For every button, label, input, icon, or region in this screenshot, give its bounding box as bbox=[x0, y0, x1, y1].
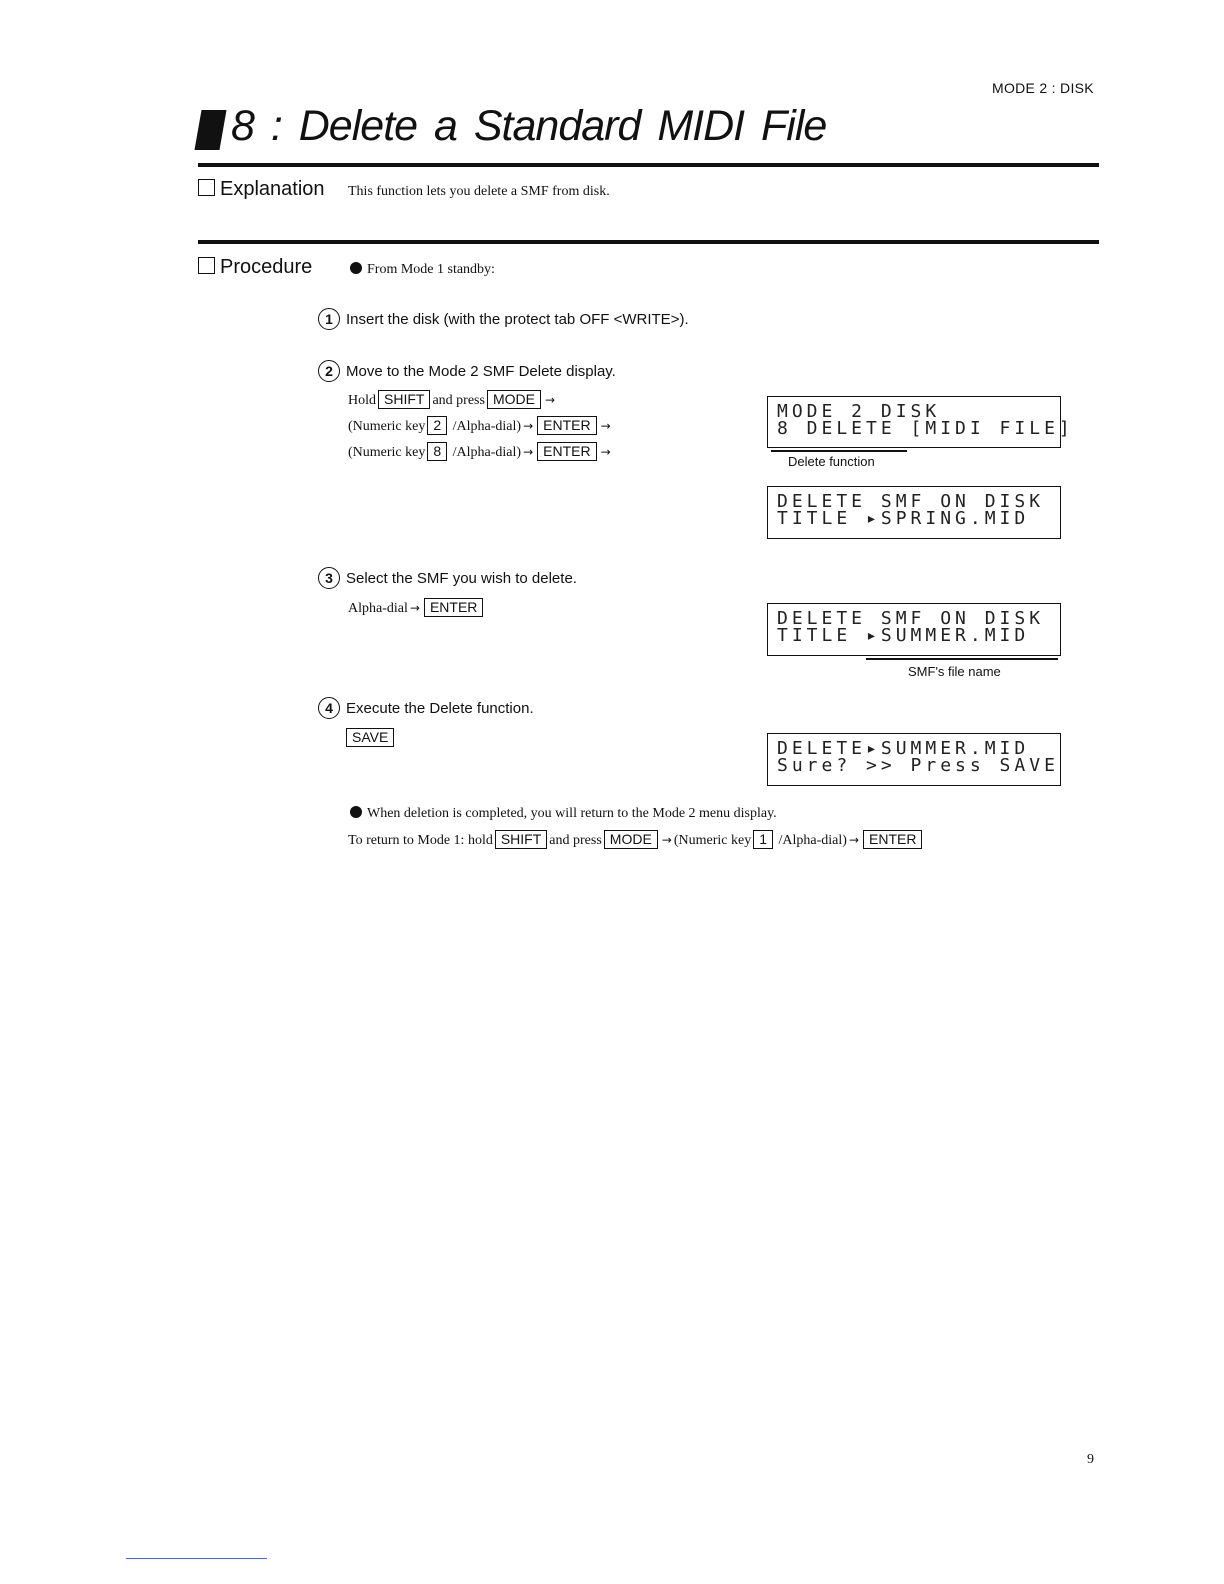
arrow-right-icon: → bbox=[661, 833, 672, 847]
explanation-text: This function lets you delete a SMF from disk. bbox=[348, 184, 610, 199]
lcd-line-1: DELETE SMF ON DISK bbox=[777, 491, 1045, 512]
caption-rule bbox=[771, 450, 907, 452]
step-4-line-1 bbox=[344, 728, 396, 747]
step-3-text: Select the SMF you wish to delete. bbox=[346, 570, 577, 587]
arrow-right-icon: → bbox=[523, 445, 534, 459]
display-caption-file-name: SMF's file name bbox=[908, 664, 1001, 679]
bullet-icon bbox=[350, 806, 362, 818]
lcd-line-2: TITLE ▸SUMMER.MID bbox=[777, 625, 1030, 646]
bottom-divider bbox=[126, 1558, 267, 1559]
mode-header: MODE 2 : DISK bbox=[992, 80, 1094, 96]
lcd-display-mode bbox=[767, 396, 1074, 448]
step-2-text: Move to the Mode 2 SMF Delete display. bbox=[346, 363, 616, 380]
step-number-1: 1 bbox=[318, 308, 340, 330]
save-key: SAVE bbox=[346, 728, 394, 747]
lcd-display-confirm bbox=[767, 733, 1061, 786]
enter-key: ENTER bbox=[863, 830, 922, 849]
bullet-icon bbox=[350, 262, 362, 274]
lcd-line-2: TITLE ▸SPRING.MID bbox=[777, 508, 1030, 529]
title-square-icon bbox=[194, 110, 226, 150]
enter-key: ENTER bbox=[537, 416, 596, 435]
step-2-line-2: (Numeric key 2 /Alpha-dial) → ENTER → bbox=[348, 417, 611, 434]
return-instructions: To return to Mode 1: hold SHIFT and press MODE → (Numeric key 1 /Alpha-dial) → ENTER bbox=[348, 830, 924, 849]
explanation-heading: Explanation bbox=[198, 178, 325, 201]
step-number-2: 2 bbox=[318, 360, 340, 382]
step-number-4: 4 bbox=[318, 697, 340, 719]
lcd-line-2: 8 DELETE [MIDI FILE] bbox=[777, 418, 1074, 439]
shift-key: SHIFT bbox=[495, 830, 547, 849]
enter-key: ENTER bbox=[537, 442, 596, 461]
arrow-right-icon: → bbox=[600, 419, 611, 433]
title-rule bbox=[198, 163, 1099, 167]
checkbox-square-icon bbox=[198, 179, 215, 196]
arrow-right-icon: → bbox=[409, 601, 420, 615]
lcd-line-1: DELETE▸SUMMER.MID bbox=[777, 738, 1030, 759]
arrow-right-icon: → bbox=[544, 393, 556, 407]
step-4 bbox=[318, 697, 534, 719]
step-2 bbox=[318, 360, 616, 382]
numeric-key-8: 8 bbox=[427, 442, 447, 461]
page-title bbox=[198, 102, 826, 156]
lcd-line-1: MODE 2 DISK bbox=[777, 401, 941, 422]
mode-key: MODE bbox=[487, 390, 541, 409]
step-2-line-3: (Numeric key 8 /Alpha-dial) → ENTER → bbox=[348, 443, 611, 460]
page-title-text: 8 : Delete a Standard MIDI File bbox=[231, 102, 827, 150]
lcd-display-spring bbox=[767, 486, 1061, 539]
caption-rule bbox=[866, 658, 1058, 660]
display-caption-delete-function: Delete function bbox=[788, 454, 875, 469]
arrow-right-icon: → bbox=[523, 419, 534, 433]
step-3 bbox=[318, 567, 577, 589]
numeric-key-2: 2 bbox=[427, 416, 447, 435]
procedure-rule bbox=[198, 240, 1099, 244]
lcd-line-2: Sure? >> Press SAVE bbox=[777, 755, 1059, 776]
step-4-text: Execute the Delete function. bbox=[346, 700, 534, 717]
enter-key: ENTER bbox=[424, 598, 483, 617]
procedure-intro: From Mode 1 standby: bbox=[350, 262, 495, 278]
step-1 bbox=[318, 308, 689, 330]
mode-key: MODE bbox=[604, 830, 658, 849]
checkbox-square-icon bbox=[198, 257, 215, 274]
lcd-line-1: DELETE SMF ON DISK bbox=[777, 608, 1045, 629]
completion-note: When deletion is completed, you will return to the Mode 2 menu display. bbox=[350, 806, 777, 822]
arrow-right-icon: → bbox=[600, 445, 611, 459]
step-number-3: 3 bbox=[318, 567, 340, 589]
step-2-line-1: Hold SHIFT and press MODE → bbox=[348, 391, 556, 408]
numeric-key-1: 1 bbox=[753, 830, 773, 849]
step-3-line-1: Alpha-dial → ENTER bbox=[348, 598, 485, 617]
arrow-right-icon: → bbox=[848, 833, 859, 847]
page-number: 9 bbox=[1087, 1452, 1094, 1467]
procedure-heading: Procedure bbox=[198, 256, 312, 279]
step-1-text: Insert the disk (with the protect tab OFF <WRITE>). bbox=[346, 311, 689, 328]
shift-key: SHIFT bbox=[378, 390, 430, 409]
lcd-display-summer bbox=[767, 603, 1061, 656]
